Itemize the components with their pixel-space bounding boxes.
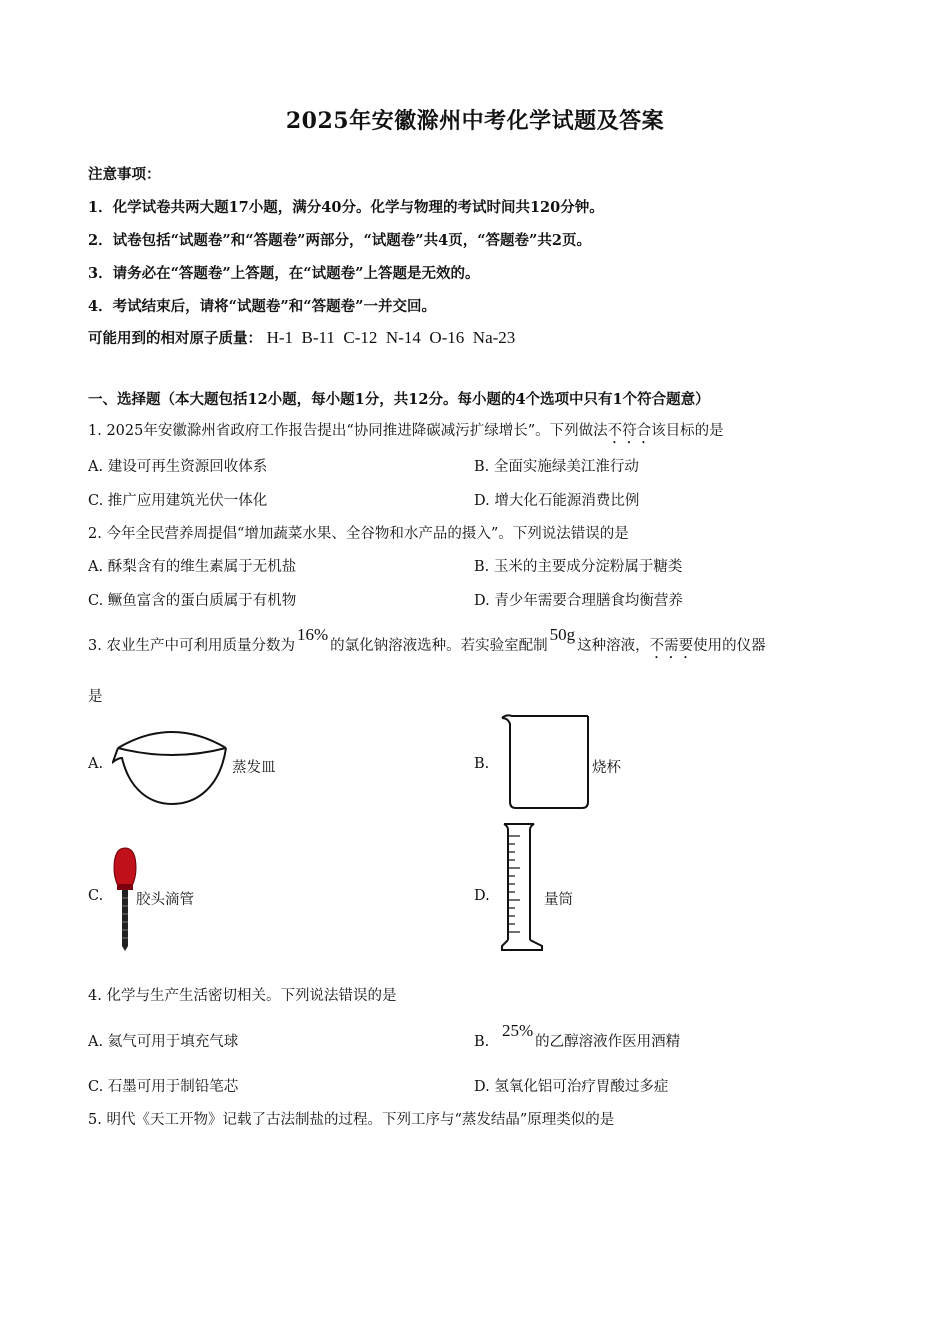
q1-option-d: D. 增大化石能源消费比例 <box>474 493 640 509</box>
q2-option-a: A. 酥梨含有的维生素属于无机盐 <box>88 559 297 575</box>
atomic-mass-line <box>88 327 515 348</box>
q4-option-c: C. 石墨可用于制铅笔芯 <box>88 1079 239 1095</box>
q4-option-b-text: 的乙醇溶液作医用酒精 <box>535 1034 681 1050</box>
page-title: 2025年安徽滁州中考化学试题及答案 <box>285 108 665 134</box>
q1-option-c: C. 推广应用建筑光伏一体化 <box>88 493 268 509</box>
note-item-4: 4．考试结束后，请将“试题卷”和“答题卷”一并交回。 <box>88 298 436 315</box>
atomic-mass-label: 可能用到的相对原子质量： <box>88 330 262 347</box>
q2-option-d: D. 青少年需要合理膳食均衡营养 <box>474 593 683 609</box>
q3-percent: 16% <box>296 625 329 644</box>
q3-option-c-name: 胶头滴管 <box>136 892 194 908</box>
atomic-mass-values: H-1 B-11 C-12 N-14 O-16 Na-23 <box>266 328 516 347</box>
beaker-icon <box>500 712 592 810</box>
q4-option-b-percent: 25% <box>502 1021 534 1040</box>
section-heading: 一、选择题（本大题包括12小题，每小题1分，共12分。每小题的4个选项中只有1个符合题意） <box>88 391 710 408</box>
q4-option-b <box>474 1021 681 1051</box>
evaporating-dish-icon <box>112 722 232 808</box>
q3-stem-part1: 3. 农业生产中可利用质量分数为 <box>88 638 295 654</box>
q3-option-b-label: B. <box>474 756 490 772</box>
q3-option-a-name: 蒸发皿 <box>232 760 276 776</box>
q4-option-b-label: B. <box>474 1034 490 1050</box>
q2-option-c: C. 鳜鱼富含的蛋白质属于有机物 <box>88 593 297 609</box>
q1-stem-end: 该目标的是 <box>651 423 724 439</box>
question-5-stem: 5. 明代《天工开物》记载了古法制盐的过程。下列工序与“蒸发结晶”原理类似的是 <box>88 1112 615 1128</box>
q3-option-b-name: 烧杯 <box>592 760 621 776</box>
question-1-stem <box>88 419 724 447</box>
q3-stem-part2: 的氯化钠溶液选种。若实验室配制 <box>330 638 548 654</box>
q3-option-a-label: A. <box>88 756 104 772</box>
question-3-stem <box>88 625 766 662</box>
measuring-cylinder-icon <box>500 822 544 952</box>
notes-heading: 注意事项： <box>88 166 161 183</box>
q3-option-d-label: D. <box>474 888 490 904</box>
question-2-stem: 2. 今年全民营养周提倡“增加蔬菜水果、全谷物和水产品的摄入”。下列说法错误的是 <box>88 526 629 542</box>
q3-option-c-label: C. <box>88 888 104 904</box>
note-item-2: 2．试卷包括“试题卷”和“答题卷”两部分，“试题卷”共4页，“答题卷”共2页。 <box>88 232 591 249</box>
q4-option-a: A. 氦气可用于填充气球 <box>88 1034 239 1050</box>
q1-stem-part: 1. 2025年安徽滁州省政府工作报告提出“协同推进降碳减污扩绿增长”。下列做法 <box>88 423 608 439</box>
q1-emphasis: 不符合 <box>607 423 652 439</box>
q3-mass: 50g <box>549 625 576 644</box>
question-4-stem: 4. 化学与生产生活密切相关。下列说法错误的是 <box>88 988 397 1004</box>
q1-option-b: B. 全面实施绿美江淮行动 <box>474 459 639 475</box>
q3-stem-part3: 这种溶液， <box>577 638 650 654</box>
q3-stem-part4: 使用的仪器 <box>693 638 766 654</box>
q1-option-a: A. 建设可再生资源回收体系 <box>88 459 268 475</box>
q3-emphasis: 不需要 <box>649 638 694 654</box>
q3-stem-end: 是 <box>88 689 103 705</box>
q4-option-d: D. 氢氧化铝可治疗胃酸过多症 <box>474 1079 669 1095</box>
note-item-3: 3．请务必在“答题卷”上答题，在“试题卷”上答题是无效的。 <box>88 265 480 282</box>
q2-option-b: B. 玉米的主要成分淀粉属于糖类 <box>474 559 683 575</box>
note-item-1: 1．化学试卷共两大题17小题，满分40分。化学与物理的考试时间共120分钟。 <box>88 199 604 216</box>
q3-option-d-name: 量筒 <box>544 892 573 908</box>
